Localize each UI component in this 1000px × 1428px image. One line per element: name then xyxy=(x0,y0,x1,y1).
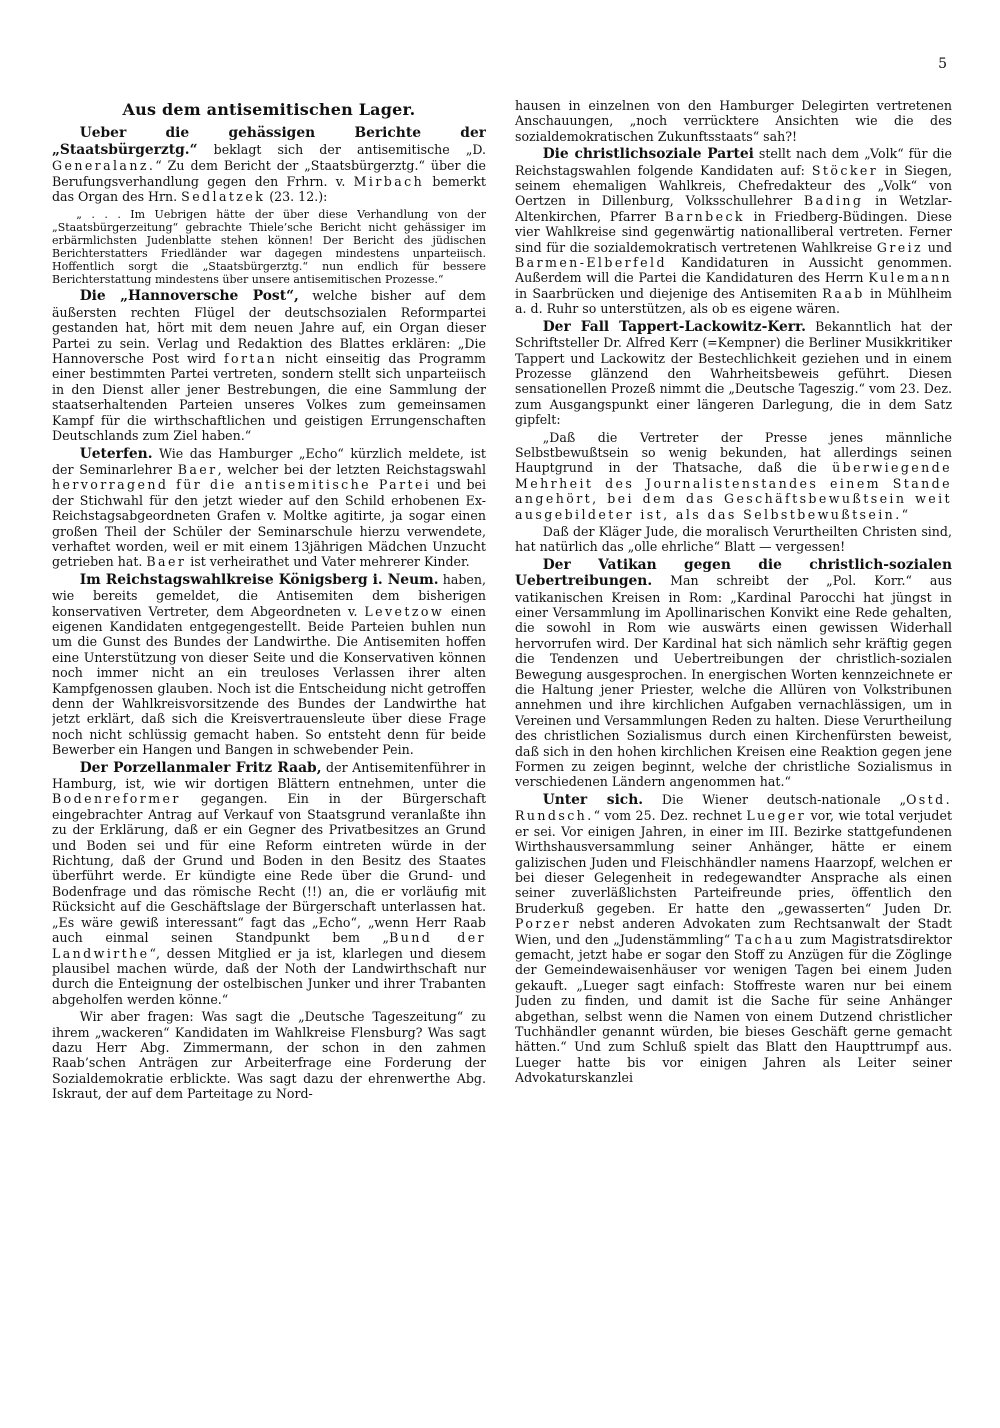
quote-block: „ . . . Im Uebrigen hätte der über diese Verhandlung von der „Staatsbürgerzeitung“ gebrachte Thiele’sche Bericht nicht gehässiger im erbärmlichsten Judenblatte stehen können! Der Bericht des jüdischen Berichterstatters Friedländer war dagegen mindestens unparteiisch. Hoffentlich sorgt die „Staatsbürgerztg.“ nun endlich für bessere Berichterstattung mindestens über unsere antisemitischen Prozesse.“ xyxy=(52,208,486,287)
article-heading: Die christlichsoziale Partei xyxy=(542,146,754,163)
article-tappert-lackowitz-kerr: Der Fall Tappert-Lackowitz-Kerr. Bekanntlich hat der Schriftsteller Dr. Alfred Kerr (=Kempner) die Berliner Musikkritiker Tappert und Lackowitz der Bestechlichkeit geziehen und in einem Prozesse glänzend den Wahrheitsbeweis geführt. Diesen sensationellen Prozeß nimmt die „Deutsche Tageszig.“ vom 23. Dez. zum Ausgangspunkt einer längeren Darlegung, die in dem Satz gipfelt: xyxy=(515,318,952,428)
article-koenigsberg: Im Reichstagswahlkreise Königsberg i. Neum. haben, wie bereits gemeldet, die Antisemiten dem bisherigen konservativen Vertreter, dem Abgeordneten v. Levetzow einen eigenen Kandidaten entgegengestellt. Beide Parteien buhlen nun um die Gunst des Bundes der Landwirthe. Die Antisemiten hoffen eine Unterstützung von dieser Seite und die Konservativen können noch immer nicht an ein treuloses Verlassen ihrer alten Kampfgenossen glauben. Noch ist die Entscheidung nicht getroffen denn der Wahlkreisvorsitzende des Bundes der Landwirthe hat jetzt erklärt, daß sich die Kreisvertrauensleute über diese Frage noch nicht schlüssig gemacht haben. So entsteht denn für beide Bewerber ein Hangen und Bangen in schwebender Pein. xyxy=(52,571,486,758)
article-heading: Der Fall Tappert-Lackowitz-Kerr. xyxy=(542,318,806,335)
article-christlichsoziale-partei: Die christlichsoziale Partei stellt nach dem „Volk“ für die Reichstagswahlen folgende Kandidaten auf: Stöcker in Siegen, seinem ehemaligen Wahlkreis, Chefredakteur des „Volk“ von Oertzen in Dillenburg, Volksschullehrer Bading in Wetzlar-Altenkirchen, Pfarrer Barnbeck in Friedberg-Büdingen. Diese vier Wahlkreise sind gegenwärtig nationalliberal vertreten. Ferner sind für die sozialdemokratisch vertretenen Wahlkreise Greiz und Barmen-Elberfeld Kandidaturen in Aussicht genommen. Außerdem will die Partei die Kandidaturen des Herrn Kulemann in Saarbrücken und diejenige des Antisemiten Raab in Mühlheim a. d. Ruhr so unterstützen, als ob es eigene wären. xyxy=(515,146,952,317)
quote-block: „Daß die Vertreter der Presse jenes männliche Selbstbewußtsein so wenig bekunden, hat allerdings seinen Hauptgrund in der Thatsache, daß die überwiegende Mehrheit des Journalistenstandes einem Stande angehört, bei dem das Geschäftsbewußtsein weit ausgebildeter ist, als das Selbstbewußtsein.“ xyxy=(515,429,952,522)
article-vatikan: Der Vatikan gegen die christlich-sozialen Uebertreibungen. Man schreibt der „Pol. Korr.“ aus vatikanischen Kreisen in Rom: „Kardinal Parocchi hat jüngst in einer Versammlung im Apollinarischen Konvikt eine Rede gehalten, die sowohl in Rom wie auswärts einen gewissen Widerhall hervorrufen wird. Der Kardinal hat sich nämlich sehr kräftig gegen die Tendenzen und Uebertreibungen der christlich-sozialen Bewegung ausgesprochen. In energischen Worten kennzeichnete er die Haltung jener Priester, welche die Allüren von Volkstribunen annehmen und ihre kirchlichen Aufgaben vernachlässigen, um in Vereinen und Versammlungen Reden zu halten. Diese Verurtheilung des christlichen Sozialismus durch einen Kirchenfürsten beweist, daß sich in den hohen kirchlichen Kreisen eine Reaktion gegen jene Formen zu zeigen beginnt, welche der christliche Sozialismus in verschiedenen Ländern angenommen hat.“ xyxy=(515,556,952,790)
article-heading: Der Porzellanmaler Fritz Raab, xyxy=(79,759,322,776)
article-unter-sich: Unter sich. Die Wiener deutsch-nationale „Ostd. Rundsch.“ vom 25. Dez. rechnet Lueger vor, wie total verjudet er sei. Vor einigen Jahren, in einer im III. Bezirke stattgefundenen Wirthshausversammlung seiner Anhänger, hätte er einem galizischen Juden und Fleischhändler namens Haarzopf, welchen er bei dieser Gelegenheit in redegewandter Ansprache als einen seiner zuverläßlichsten Parteifreunde pries, öffentlich den Bruderkuß gegeben. Er hatte den „gewasserten“ Juden Dr. Porzer nebst anderen Advokaten zum Rechtsanwalt der Stadt Wien, und den „Judenstämmling“ Tachau zum Magistratsdirektor gemacht, jetzt habe er sogar den Stoff zu Anzügen für die Zöglinge der Gemeindewaisenhäuser vor wenigen Tagen bei einem Juden gekauft. „Lueger sagt einfach: Stoffreste waren nur bei einem Juden zu finden, und damit ist die Sache für seine Anhänger abgethan, selbst wenn die Namen von einem Dutzend christlicher Tuchhändler genannt würden, bie bieses Geschäft gerne gemacht hätten.“ Und zum Schluß spielt das Blatt den Haupttrumpf aus. Lueger hatte bis vor einigen Jahren als Leiter seiner Advokaturskanzlei xyxy=(515,791,952,1086)
article-hannoversche-post: Die „Hannoversche Post“, welche bisher auf dem äußersten rechten Flügel der deutschsozialen Reformpartei gestanden hat, hört mit dem neuen Jahre auf, ein Organ dieser Partei zu sein. Verlag und Redaktion des Blattes erklären: „Die Hannoversche Post wird fortan nicht einseitig das Programm einer bestimmten Partei vertreten, sondern stellt sich unparteiisch in den Dienst aller jener Bestrebungen, die eine Sammlung der staatserhaltenden Parteien unseres Volkes zum gemeinsamen Kampf für die wirthschaftlichen und geistigen Errungenschaften Deutschlands zum Ziel haben.“ xyxy=(52,288,486,444)
article-heading: Der Vatikan gegen die christlich-sozialen Uebertreibungen. xyxy=(515,556,952,590)
article-heading: Im Reichstagswahlkreise Königsberg i. Neum. xyxy=(79,571,439,588)
left-column xyxy=(52,98,486,1388)
article-ueterfen: Ueterfen. Wie das Hamburger „Echo“ kürzlich meldete, ist der Seminarlehrer Baer, welcher bei der letzten Reichstagswahl hervorragend für die antisemitische Partei und bei der Stichwahl für den jetzt wieder auf den Schild erhobenen Ex-Reichstagsabgeordneten Grafen v. Moltke agitirte, ja sogar einen großen Theil der Schüler der Seminarschule hierzu verwendete, verhaftet worden, weil er mit einem 13jährigen Mädchen Unzucht getrieben hat. Baer ist verheirathet und Vater mehrerer Kinder. xyxy=(52,445,486,570)
continued-text: hausen in einzelnen von den Hamburger Delegirten vertretenen Anschauungen, „noch verrücktere Ansichten wie die des sozialdemokratischen Zukunftsstaats“ sah?! xyxy=(515,98,952,144)
article-fritz-raab: Der Porzellanmaler Fritz Raab, der Antisemitenführer in Hamburg, ist, wie wir dortigen Blättern entnehmen, unter die Bodenreformer gegangen. Ein in der Bürgerschaft eingebrachter Antrag auf Verkauf von Staatsgrund veranlaßte ihn zu der Erklärung, daß er ein Gegner des Privatbesitzes an Grund und Boden sei und für eine Reform eintreten würde in der Richtung, daß der Grund und Boden in den Besitz des Staates überführt werde. Er kündigte eine Rede über die Grund- und Bodenfrage und das römische Recht (!!) an, die er vorläufig mit Rücksicht auf die Geschäftslage der Bürgerschaft unterlassen hat. „Es wäre gewiß interessant“ fagt das „Echo“, „wenn Herr Raab auch einmal seinen Standpunkt bem „Bund der Landwirthe“, dessen Mitglied er ja ist, klarlegen und diesem plausibel machen würde, daß der Noth der Landwirthschaft nur durch die Enteignung der ostelbischen Junker und ihrer Trabanten abgeholfen werden könne.“ xyxy=(52,759,486,1007)
article-heading: Ueterfen. xyxy=(79,445,153,462)
article-heading: Die „Hannoversche Post“, xyxy=(79,288,299,305)
article-heading: Ueber die gehässigen Berichte der „Staatsbürgerztg.“ xyxy=(52,125,486,158)
article-paragraph: Daß der Kläger Jude, die moralisch Verurtheilten Christen sind, hat natürlich das „olle ehrliche“ Blatt — vergessen! xyxy=(515,523,952,555)
article-staatsbuergerztg: Ueber die gehässigen Berichte der „Staatsbürgerztg.“ beklagt sich der antisemitische „D. Generalanz.“ Zu dem Bericht der „Staatsbürgerztg.“ über die Berufungsverhandlung gegen den Frhrn. v. Mirbach bemerkt das Organ des Hrn. Sedlatzek (23. 12.): xyxy=(52,125,486,205)
article-continuation: Wir aber fragen: Was sagt die „Deutsche Tageszeitung“ zu ihrem „wackeren“ Kandidaten im Wahlkreise Flensburg? Was sagt dazu Herr Abg. Zimmermann, der schon in den zahmen Raab’schen Anträgen zur Arbeiterfrage eine Forderung der Sozialdemokratie erblickte. Was sagt dazu der ehrenwerthe Abg. Iskraut, der auf dem Parteitage zu Nord- xyxy=(52,1009,486,1102)
page-number: 5 xyxy=(938,56,948,72)
right-column xyxy=(515,98,952,1388)
section-title: Aus dem antisemitischen Lager. xyxy=(122,100,416,119)
article-heading: Unter sich. xyxy=(542,791,644,808)
